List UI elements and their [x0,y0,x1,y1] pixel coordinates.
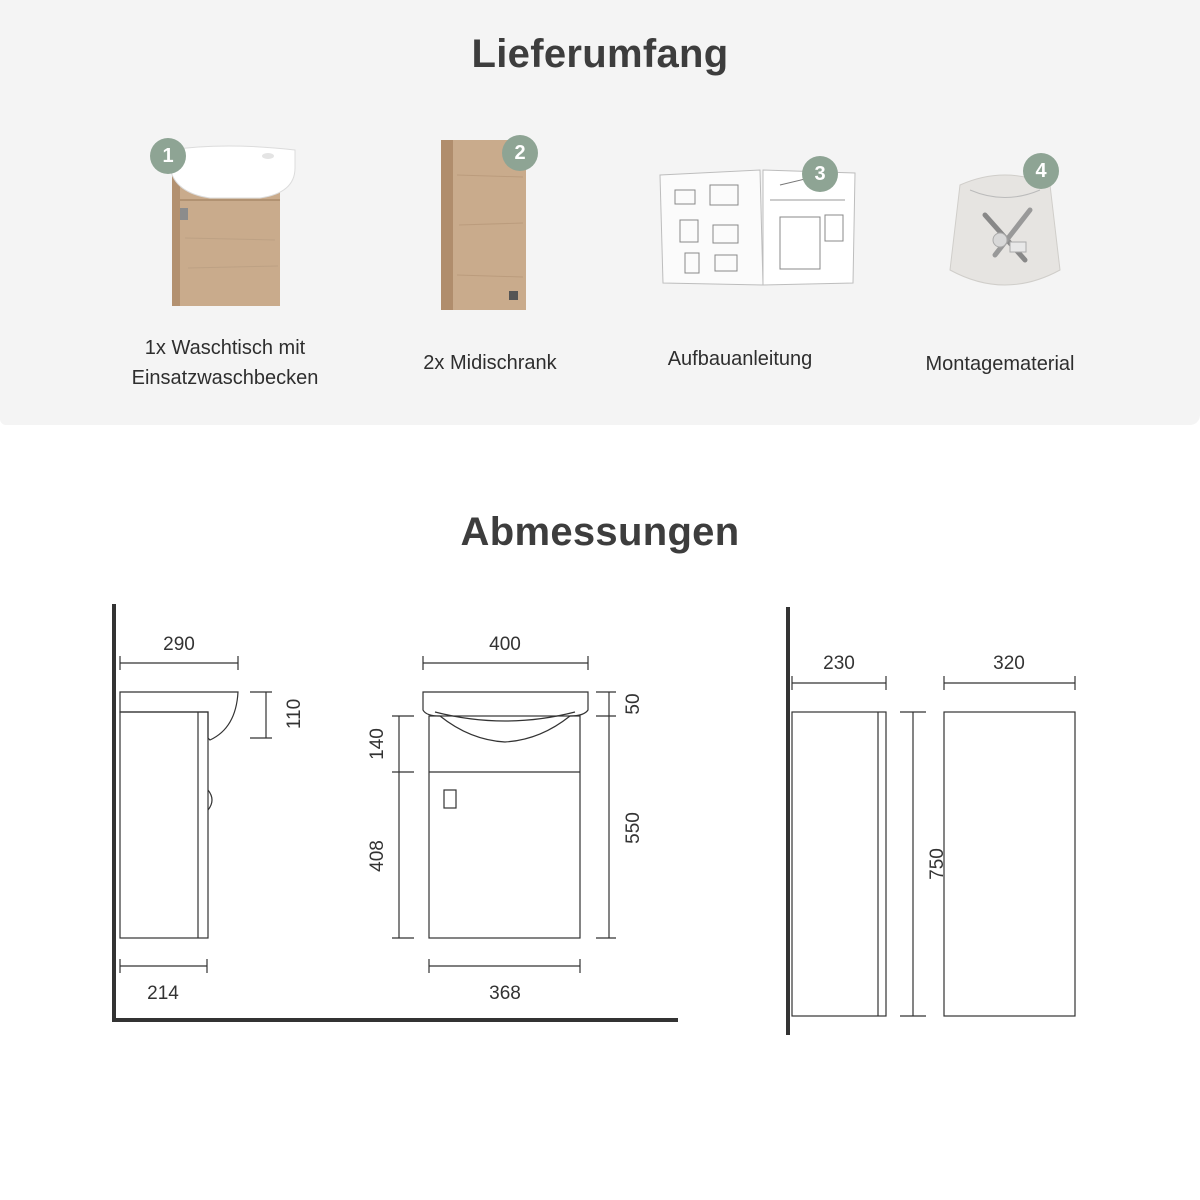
dim-side-top-depth: 290 [163,634,195,655]
delivery-scope-title: Lieferumfang [471,32,729,76]
dim-cabinet-height: 750 [927,848,948,880]
dimensions-title: Abmessungen [460,510,740,554]
dim-side-basin-height: 110 [284,698,305,730]
dim-front-total-height: 550 [623,812,644,844]
item-label-cabinet: 2x Midischrank [423,352,557,374]
dim-cabinet-width: 320 [993,653,1025,674]
scope-item-manual [630,0,850,425]
scope-item-mounting [890,0,1110,425]
dimensions-drawing [0,560,1200,1080]
scope-item-cabinet [380,0,600,425]
dim-front-basin-zone: 140 [367,728,388,760]
number-badge-3: 3 [802,156,838,192]
item-label-vanity [110,333,340,393]
dim-front-top-thickness: 50 [623,693,644,715]
item-label-line1: 1x Waschtisch mit [144,337,306,359]
dim-front-body-width: 368 [489,983,521,1004]
scope-item-vanity [110,0,340,425]
dim-side-bottom-depth: 214 [147,983,179,1004]
item-label-line2: Einsatzwaschbecken [131,367,319,389]
delivery-scope-panel [0,0,1200,425]
dim-cabinet-depth: 230 [823,653,855,674]
dim-front-door-height: 408 [367,840,388,872]
item-label-manual: Aufbauanleitung [667,348,813,370]
number-badge-2: 2 [502,135,538,171]
item-label-mounting: Montagematerial [925,353,1075,375]
number-badge-1: 1 [150,138,186,174]
number-badge-4: 4 [1023,153,1059,189]
dim-front-width: 400 [489,634,521,655]
